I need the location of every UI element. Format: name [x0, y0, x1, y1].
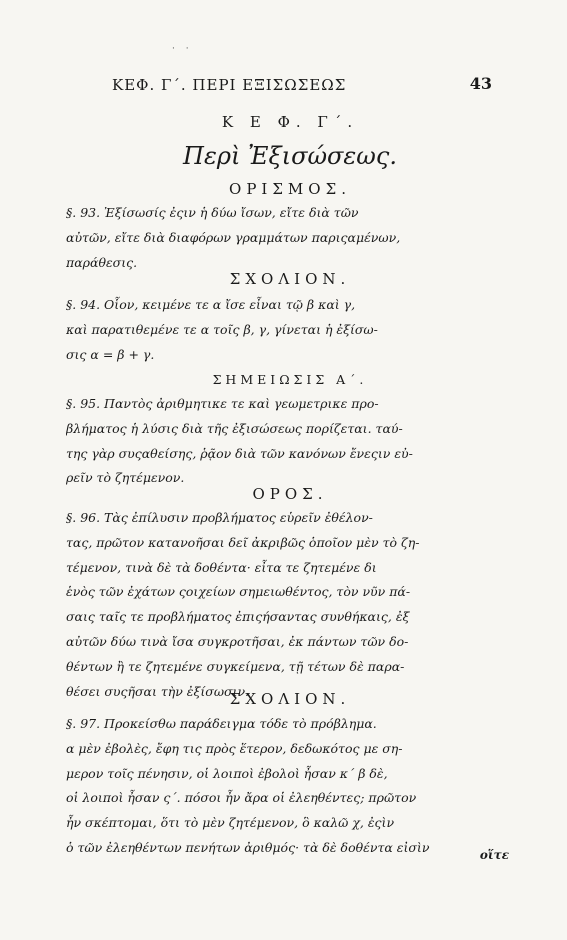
catchword: οἵτε	[479, 848, 509, 862]
text-line: τέμενον, τινὰ δὲ τὰ δοθέντα· εἶτα τε ζητεμένε δι	[66, 559, 377, 575]
text-line: §. 96. Τὰς ἐπίλυσιν προβλήματος εὑρεῖν ἐθέλον-	[66, 510, 373, 525]
text-line: §. 94. Οἷον, κειμένε τε α ἴσε εἶναι τῷ β καὶ γ,	[66, 297, 356, 312]
text-line: ὁ τῶν ἐλεηθέντων πενήτων ἀριθμός· τὰ δὲ δοθέντα εἰσὶν	[66, 839, 430, 855]
chapter-title: Περὶ Ἐξισώσεως.	[183, 142, 397, 170]
text-line: σις α = β + γ.	[66, 346, 155, 362]
text-line: θέντων ἢ τε ζητεμένε συγκείμενα, τῇ τέτων δὲ παρα-	[66, 658, 405, 674]
paragraph-94	[66, 293, 512, 367]
text-line: βλήματος ἡ λύσις διὰ τῆς ἐξισώσεως πορίζεται. ταύ-	[66, 420, 403, 436]
text-line: ἦν σκέπτομαι, ὅτι τὸ μὲν ζητέμενον, ὃ καλῶ χ, ἐςὶν	[66, 815, 395, 831]
section-heading-definition: ΟΡΙΣΜΟΣ.	[229, 180, 351, 198]
section-heading-note: ΣΗΜΕΙΩΣΙΣ Α΄.	[212, 372, 368, 387]
text-line: θέσει συςῆσαι τὴν ἐξίσωσιν.	[66, 683, 250, 699]
text-line: ἑνὸς τῶν ἐχάτων ςοιχείων σημειωθέντος, τὸν νῦν πά-	[66, 584, 411, 600]
page-number: 43	[469, 74, 492, 93]
paragraph-97	[66, 712, 512, 861]
text-line: τας, πρῶτον κατανοῆσαι δεῖ ἀκριβῶς ὁποῖον μὲν τὸ ζη-	[66, 534, 420, 550]
text-line: μερον τοῖς πένησιν, οἱ λοιποὶ ἐβολοὶ ἦσαν κ΄ β δὲ,	[66, 765, 388, 781]
top-marks: · ·	[172, 44, 193, 54]
text-line: ρεῖν τὸ ζητέμενον.	[66, 470, 185, 486]
text-line: §. 97. Προκείσθω παράδειγμα τόδε τὸ πρόβλημα.	[66, 716, 377, 731]
text-line: α μὲν ἐβολὲς, ἔφη τις πρὸς ἕτερον, δεδωκότος με ση-	[66, 740, 403, 756]
text-line: καὶ παρατιθεμένε τε α τοῖς β, γ, γίνεται ἡ ἐξίσω-	[66, 321, 378, 337]
paragraph-96	[66, 506, 512, 704]
text-line: §. 95. Παντὸς ἀριθμητικε τε καὶ γεωμετρικε προ-	[66, 396, 379, 411]
section-heading-scholion-2: ΣΧΟΛΙΟΝ.	[229, 690, 351, 708]
text-line: οἱ λοιποὶ ἦσαν ς΄. πόσοι ἦν ἄρα οἱ ἐλεηθέντες; πρῶτον	[66, 790, 417, 806]
text-line: αὐτῶν, εἴτε διὰ διαφόρων γραμμάτων παριςαμένων,	[66, 229, 401, 245]
text-line: αὐτῶν δύω τινὰ ἴσα συγκροτῆσαι, ἐκ πάντων τῶν δο-	[66, 633, 409, 649]
text-line: σαις ταῖς τε προβλήματος ἐπιςήσαντας συνθήκαις, ἐξ	[66, 609, 410, 625]
section-heading-term: ΟΡΟΣ.	[252, 485, 328, 503]
text-line: της γὰρ συςαθείσης, ῥᾷον διὰ τῶν κανόνων ἔνεςιν εὐ-	[66, 445, 413, 461]
running-head-title: ΚΕΦ. Γ΄. ΠΕΡΙ ΕΞΙΣΩΣΕΩΣ	[112, 76, 347, 94]
text-line: §. 93. Ἐξίσωσίς ἐςιν ἡ δύω ἴσων, εἴτε διὰ τῶν	[66, 205, 359, 220]
text-line: παράθεσις.	[66, 254, 138, 270]
section-heading-scholion: ΣΧΟΛΙΟΝ.	[229, 270, 351, 288]
chapter-label: Κ Ε Φ. Γ΄.	[221, 113, 359, 131]
paragraph-93	[66, 201, 512, 275]
running-head	[112, 76, 492, 98]
paragraph-95	[66, 392, 512, 491]
